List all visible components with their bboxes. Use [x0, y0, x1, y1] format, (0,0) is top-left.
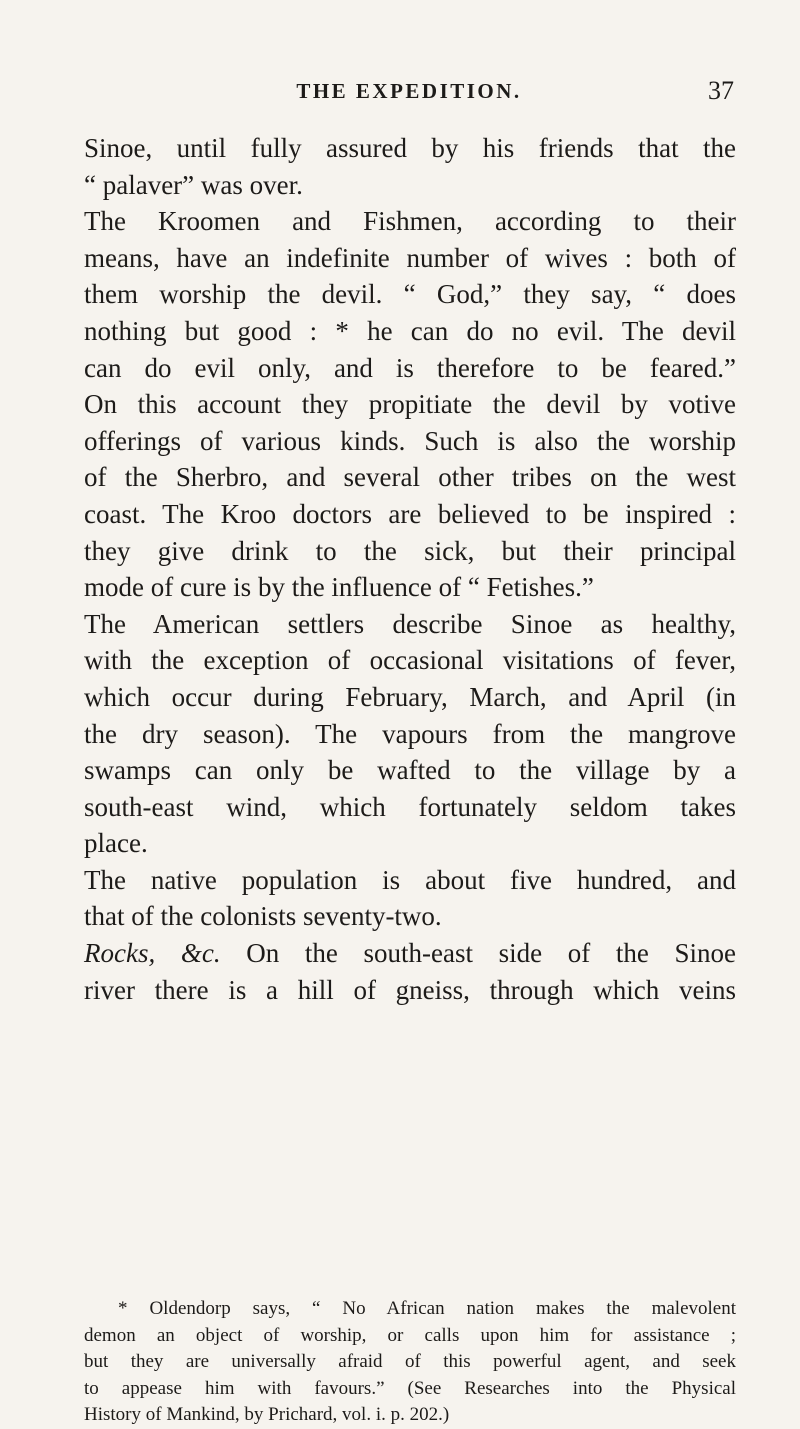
text-line: The native population is about five hundred, and: [84, 864, 736, 895]
footnote-line: * Oldendorp says, “ No African nation makes the malevolent: [118, 1298, 736, 1319]
text-line: place.: [84, 828, 148, 859]
footnote: [84, 1296, 736, 1429]
footnote-line: to appease him with favours.” (See Researches into the Physical: [84, 1377, 736, 1399]
running-head: [84, 76, 734, 106]
text-line: the dry season). The vapours from the mangrove: [84, 718, 736, 749]
text-line: [84, 935, 736, 972]
text-line: On this account they propitiate the devil by votive: [84, 389, 736, 420]
footnote-line: but they are universally afraid of this powerful agent, and seek: [84, 1351, 736, 1372]
text-line: nothing but good : * he can do no evil. The devil: [84, 315, 736, 346]
text-line: “ palaver” was over.: [84, 169, 303, 200]
text-line: river there is a hill of gneiss, through which veins: [84, 974, 736, 1005]
text-line: The Kroomen and Fishmen, according to their: [84, 206, 736, 237]
text-line: Sinoe, until fully assured by his friends that the: [84, 133, 736, 163]
text-line: The American settlers describe Sinoe as healthy,: [84, 608, 736, 639]
section-heading-rocks: Rocks, &c.: [84, 938, 221, 969]
text-line: mode of cure is by the influence of “ Fetishes.”: [84, 572, 594, 603]
text-line: means, have an indefinite number of wives : both of: [84, 242, 736, 273]
text-line: swamps can only be wafted to the village by a: [84, 755, 736, 786]
section-heading-rest: On the south-east side of the Sinoe: [220, 938, 736, 969]
body-text: [84, 130, 736, 1008]
footnote-line: History of Mankind, by Prichard, vol. i. p. 202.): [84, 1404, 450, 1425]
text-line: which occur during February, March, and April (in: [84, 681, 736, 712]
text-line: with the exception of occasional visitations of fever,: [84, 645, 736, 676]
text-line: south-east wind, which fortunately seldom takes: [84, 791, 736, 822]
running-title: THE EXPEDITION.: [296, 79, 522, 103]
footnote-line: demon an object of worship, or calls upon him for assistance ;: [84, 1324, 736, 1346]
text-line: offerings of various kinds. Such is also the worship: [84, 425, 736, 456]
page-number: 37: [708, 76, 734, 105]
text-line: coast. The Kroo doctors are believed to be inspired :: [84, 498, 736, 529]
text-line: of the Sherbro, and several other tribes on the west: [84, 462, 736, 493]
text-line: can do evil only, and is therefore to be feared.”: [84, 352, 736, 383]
text-line: that of the colonists seventy-two.: [84, 901, 442, 932]
text-line: them worship the devil. “ God,” they say, “ does: [84, 279, 736, 310]
text-line: they give drink to the sick, but their principal: [84, 535, 736, 566]
